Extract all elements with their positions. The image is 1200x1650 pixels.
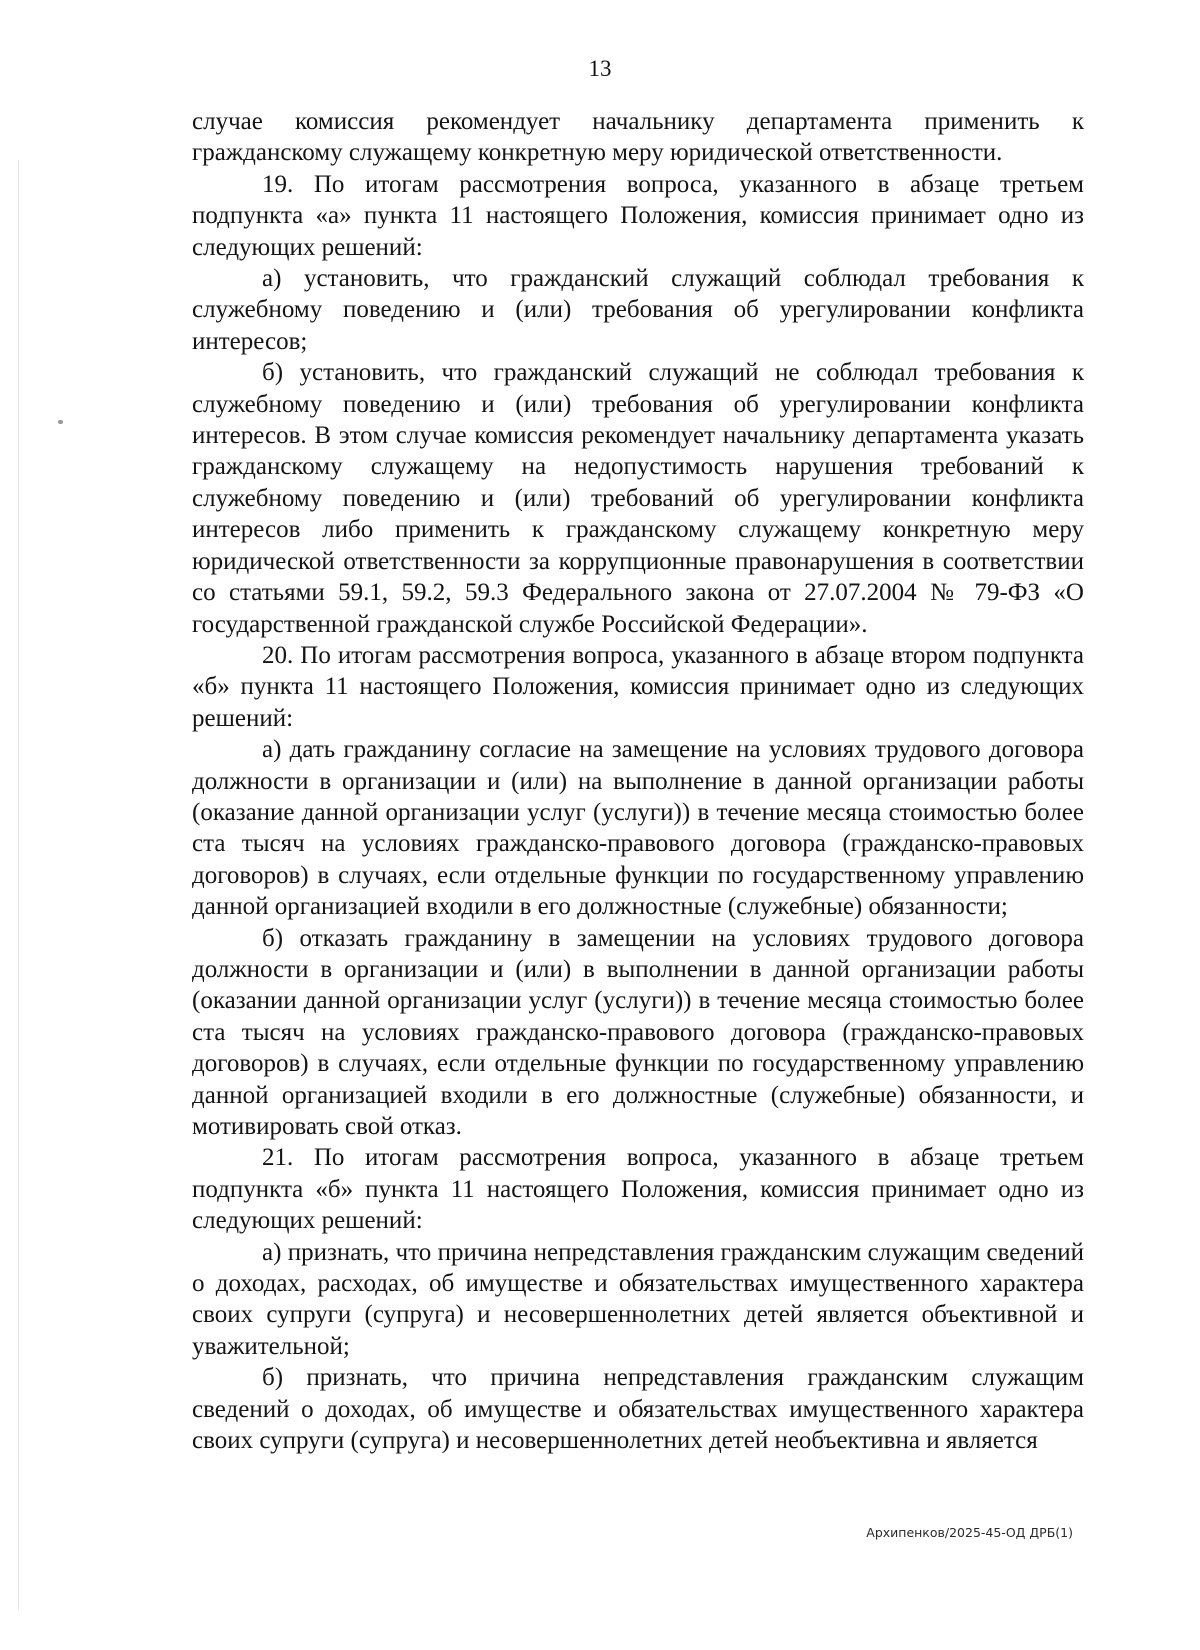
paragraph-continuation: случае комиссия рекомендует начальнику департамента применить к гражданскому служащему конкретную меру юридической ответственности.	[192, 108, 1084, 167]
scan-artifact-dot	[58, 420, 63, 424]
footer-document-code: Архипенков/2025-45-ОД ДРБ(1)	[866, 1525, 1073, 1540]
page-number: 13	[588, 56, 612, 81]
paragraph-item-21a: а) признать, что причина непредставления гражданским служащим сведений о доходах, расходах, об имуществе и обязательствах имущественного характера своих супруги (супруга) и несовершеннолетних детей является объективной и уважительной;	[192, 1238, 1084, 1360]
scan-edge-shadow	[18, 160, 19, 1610]
paragraph-item-20a: а) дать гражданину согласие на замещение на условиях трудового договора должности в организации и (или) на выполнение в данной организации работы (оказание данной организации услуг (услуги)) в течение месяца стоимостью более ста тысяч на условиях гражданско-правового договора (гражданско-правовых договоров) в случаях, если отдельные функции по государственному управлению данной организацией входили в его должностные (служебные) обязанности;	[192, 736, 1084, 921]
paragraph-item-20: 20. По итогам рассмотрения вопроса, указанного в абзаце втором подпункта «б» пункта 11 настоящего Положения, комиссия принимает одно из следующих решений:	[192, 641, 1084, 732]
paragraph-item-19a: а) установить, что гражданский служащий соблюдал требования к служебному поведению и (или) требования об урегулировании конфликта интересов;	[192, 265, 1084, 355]
paragraph-item-21b: б) признать, что причина непредставления гражданским служащим сведений о доходах, об имуществе и обязательствах имущественного характера своих супруги (супруга) и несовершеннолетних детей необъективна и является	[192, 1364, 1084, 1455]
document-body	[192, 106, 1084, 1456]
paragraph-item-19b: б) установить, что гражданский служащий не соблюдал требования к служебному поведению и (или) требования об урегулировании конфликта интересов. В этом случае комиссия рекомендует начальнику департамента указать гражданскому служащему на недопустимость нарушения требований к служебному поведению и (или) требований об урегулировании конфликта интересов либо применить к гражданскому служащему конкретную меру юридической ответственности за коррупционные правонарушения в соответствии со статьями 59.1, 59.2, 59.3 Федерального закона от 27.07.2004 № 79-ФЗ «О государственной гражданской службе Российской Федерации».	[192, 359, 1084, 638]
paragraph-item-21: 21. По итогам рассмотрения вопроса, указанного в абзаце третьем подпункта «б» пункта 11 настоящего Положения, комиссия принимает одно из следующих решений:	[192, 1144, 1084, 1235]
paragraph-item-19: 19. По итогам рассмотрения вопроса, указанного в абзаце третьем подпункта «а» пункта 11 настоящего Положения, комиссия принимает одно из следующих решений:	[192, 170, 1084, 261]
paragraph-item-20b: б) отказать гражданину в замещении на условиях трудового договора должности в организации и (или) в выполнении в данной организации работы (оказании данной организации услуг (услуги)) в течение месяца стоимостью более ста тысяч на условиях гражданско-правового договора (гражданско-правовых договоров) в случаях, если отдельные функции по государственному управлению данной организацией входили в его должностные (служебные) обязанности, и мотивировать свой отказ.	[192, 924, 1084, 1140]
